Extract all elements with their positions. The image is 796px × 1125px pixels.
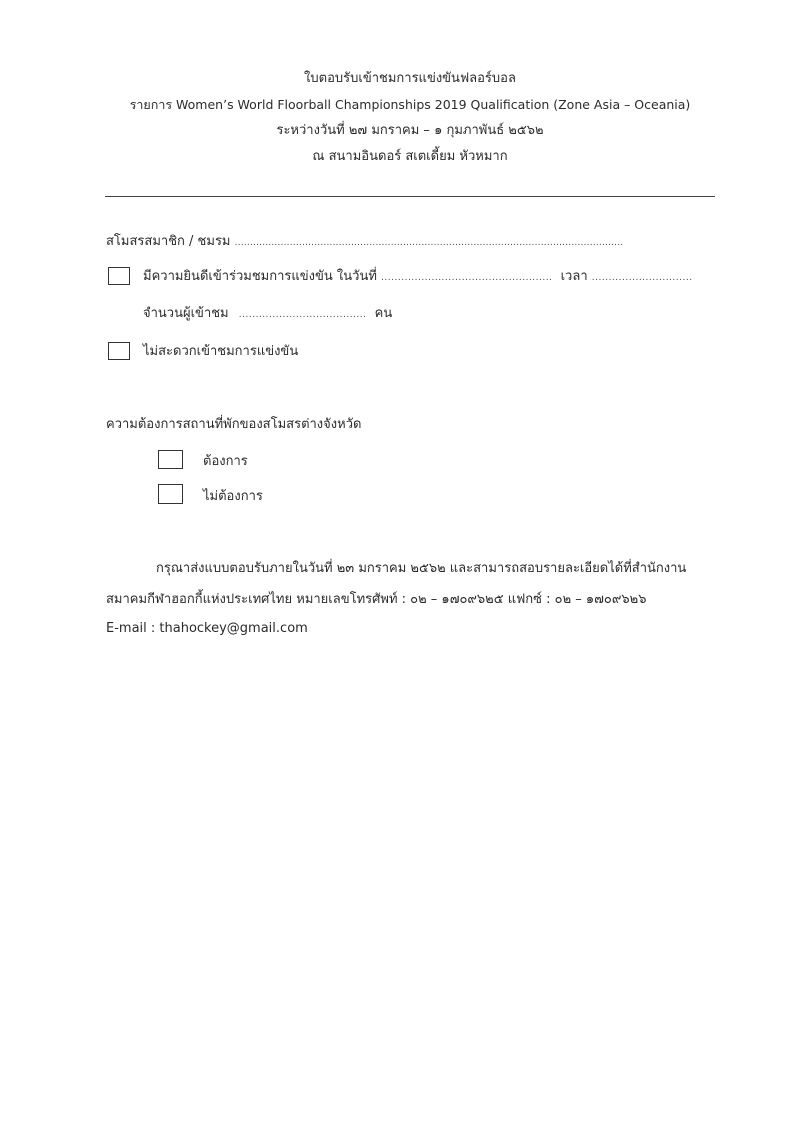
attend-row: [143, 268, 693, 287]
header-date-range: ระหว่างวันที่ ๒๗ มกราคม – ๑ กุมภาพันธ์ ๒๕๖๒: [276, 123, 544, 138]
contact-phone-fax: สมาคมกีฬาฮอกกี้แห่งประเทศไทย หมายเลขโทรศัพท์ : ๐๒ – ๑๗๐๙๖๒๕ แฟกซ์ : ๐๒ – ๑๗๐๙๖๒๖: [106, 592, 647, 607]
header-event-name: รายการ Women’s World Floorball Championships 2019 Qualification (Zone Asia – Oceania): [129, 97, 691, 112]
decline-checkbox[interactable]: [108, 342, 130, 360]
document-header: [100, 66, 720, 170]
count-unit: คน: [374, 306, 393, 321]
accommodation-no-checkbox[interactable]: [158, 484, 183, 504]
attend-checkbox[interactable]: [108, 267, 130, 285]
accommodation-question: ความต้องการสถานที่พักของสโมสรต่างจังหวัด: [106, 417, 362, 432]
accommodation-yes-checkbox[interactable]: [158, 450, 183, 469]
attend-date-fill-line[interactable]: ...................................................: [381, 273, 553, 283]
time-label: เวลา: [560, 269, 588, 284]
time-fill-line[interactable]: ..............................: [591, 273, 693, 283]
contact-email[interactable]: E-mail : thahockey@gmail.com: [106, 621, 308, 636]
count-fill-line[interactable]: ......................................: [238, 310, 367, 320]
header-title: ใบตอบรับเข้าชมการแข่งขันฟลอร์บอล: [304, 71, 516, 86]
club-row: [106, 233, 623, 252]
club-label: สโมสรสมาชิก / ชมรม: [106, 234, 231, 249]
accommodation-yes-label: ต้องการ: [203, 454, 248, 469]
decline-label: ไม่สะดวกเข้าชมการแข่งขัน: [143, 344, 299, 359]
submission-note: กรุณาส่งแบบตอบรับภายในวันที่ ๒๓ มกราคม ๒๕๖๒ และสามารถสอบรายละเอียดได้ที่สำนักงาน: [156, 561, 687, 576]
attend-label: มีความยินดีเข้าร่วมชมการแข่งขัน ในวันที่: [143, 269, 377, 284]
count-label: จำนวนผู้เข้าชม: [143, 306, 229, 321]
accommodation-no-label: ไม่ต้องการ: [203, 489, 263, 504]
header-venue: ณ สนามอินดอร์ สเตเดี้ยม หัวหมาก: [312, 149, 508, 164]
header-divider: [105, 196, 715, 197]
count-row: [143, 305, 392, 324]
club-fill-line[interactable]: ...............................................................................................................................: [234, 238, 624, 248]
